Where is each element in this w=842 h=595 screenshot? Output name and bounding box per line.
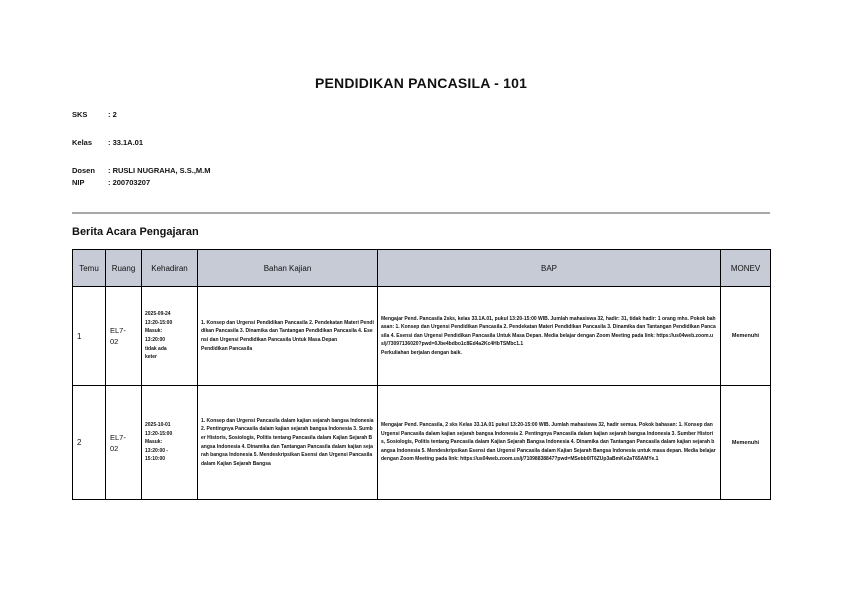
- dosen-value: : RUSLI NUGRAHA, S.S.,M.M: [108, 166, 211, 175]
- kelas-label: Kelas: [72, 138, 93, 147]
- table-header-row: [73, 250, 771, 287]
- header-kehadiran: Kehadiran: [142, 250, 198, 287]
- header-bahan-kajian: Bahan Kajian: [198, 250, 378, 287]
- header-ruang: Ruang: [106, 250, 142, 287]
- header-temu: Temu: [73, 250, 106, 287]
- nip-value: : 200703207: [108, 178, 151, 187]
- dosen-label: Dosen: [72, 166, 95, 175]
- cell-monev: Memenuhi: [721, 287, 771, 386]
- header-monev: MONEV: [721, 250, 771, 287]
- cell-ruang: EL7- 02: [106, 287, 142, 386]
- nip-row: [72, 178, 150, 187]
- cell-temu: 1: [73, 287, 106, 386]
- cell-kehadiran: 2025-10-01 13:20-15:00 Masuk: 13:20:00 - 15:10:00: [142, 386, 198, 500]
- cell-monev: Memenuhi: [721, 386, 771, 500]
- dosen-row: [72, 166, 211, 175]
- cell-bahan-kajian: 1. Konsep dan Urgensi Pancasila dalam kajian sejarah bangsa Indonesia 2. Pentingnya Pancasila dalam kajian sejarah bangsa Indonesia 3. Sumber Historis, Sosiologis, Politis tentang Pancasila dalam Kajian Sejarah Bangsa Indonesia 4. Dinamika dan Tantangan Pancasila dalam kajian sejarah bangsa Indonesia 5. Mendeskripsikan Esensi dan Urgensi Pancasila dalam Kajian Sejarah Bangsa: [198, 386, 378, 500]
- cell-bahan-kajian: 1. Konsep dan Urgensi Pendidikan Pancasila 2. Pendekatan Materi Pendidikan Pancasila 3. Dinamika dan Tantangan Pendidikan Pancasila 4. Esensi dan Urgensi Pendidikan Pancasila Untuk Masa Depan Pendidikan Pancasila: [198, 287, 378, 386]
- cell-kehadiran: 2025-09-24 13:20-15:00 Masuk: 13:20:00 tidak ada keter: [142, 287, 198, 386]
- nip-label: NIP: [72, 178, 85, 187]
- header-bap: BAP: [378, 250, 721, 287]
- cell-bap: Mengajar Pend. Pancasila, 2 sks Kelas 33.1A.01 pukul 13:20-15:00 WIB. Jumlah mahasiswa 32, hadir semua. Pokok bahasan: 1. Konsep dan Urgensi Pancasila dalam kajian sejarah bangsa Indonesia 2. Pentingnya Pancasila dalam kajian sejarah bangsa Indonesia 3. Sumber Historis, Sosiologis, Politis tentang Pancasila dalam Kajian Sejarah Bangsa Indonesia 4. Dinamika dan Tantangan Pancasila dalam kajian sejarah bangsa Indonesia 5. Mendeskripsikan Esensi dan Urgensi Pancasila dalam Kajian Sejarah Bangsa Indonesia untuk masa depan. Media belajar dengan Zoom Meeting pada link: https://us04web.zoom.us/j/71098838847?pwd=MSebb0IT6ZUp3aBmKe2aT65AMYe.1: [378, 386, 721, 500]
- cell-temu: 2: [73, 386, 106, 500]
- section-title: Berita Acara Pengajaran: [72, 226, 199, 238]
- table-row: [73, 287, 771, 386]
- table-row: [73, 386, 771, 500]
- bap-table: [72, 249, 771, 500]
- kelas-row: [72, 138, 143, 147]
- sks-value: : 2: [108, 110, 117, 119]
- sks-row: [72, 110, 117, 119]
- kelas-value: : 33.1A.01: [108, 138, 144, 147]
- sks-label: SKS: [72, 110, 88, 119]
- cell-bap: Mengajar Pend. Pancasila 2sks, kelas 33.1A.01, pukul 13:20-15:00 WIB. Jumlah mahasiswa 32, hadir: 31, tidak hadir: 1 orang mhs. Pokok bahasan: 1. Konsep dan Urgensi Pendidikan Pancasila 2. Pendekatan Materi Pendidikan Pancasila 3. Dinamika dan Tantangan Pendidikan Pancasila 4. Esensi dan Urgensi Pendidikan Pancasila Untuk Masa Depan. Media belajar dengan Zoom Meeting pada link: https://us04web.zoom.us/j/73097136020?pwd=0Jbe4bdbo1c8Ed4a2Kc4HbTSMbc1.1 Perkuliahan berjalan dengan baik.: [378, 287, 721, 386]
- page-title: PENDIDIKAN PANCASILA - 101: [314, 75, 528, 91]
- cell-ruang: EL7- 02: [106, 386, 142, 500]
- divider: [72, 212, 770, 214]
